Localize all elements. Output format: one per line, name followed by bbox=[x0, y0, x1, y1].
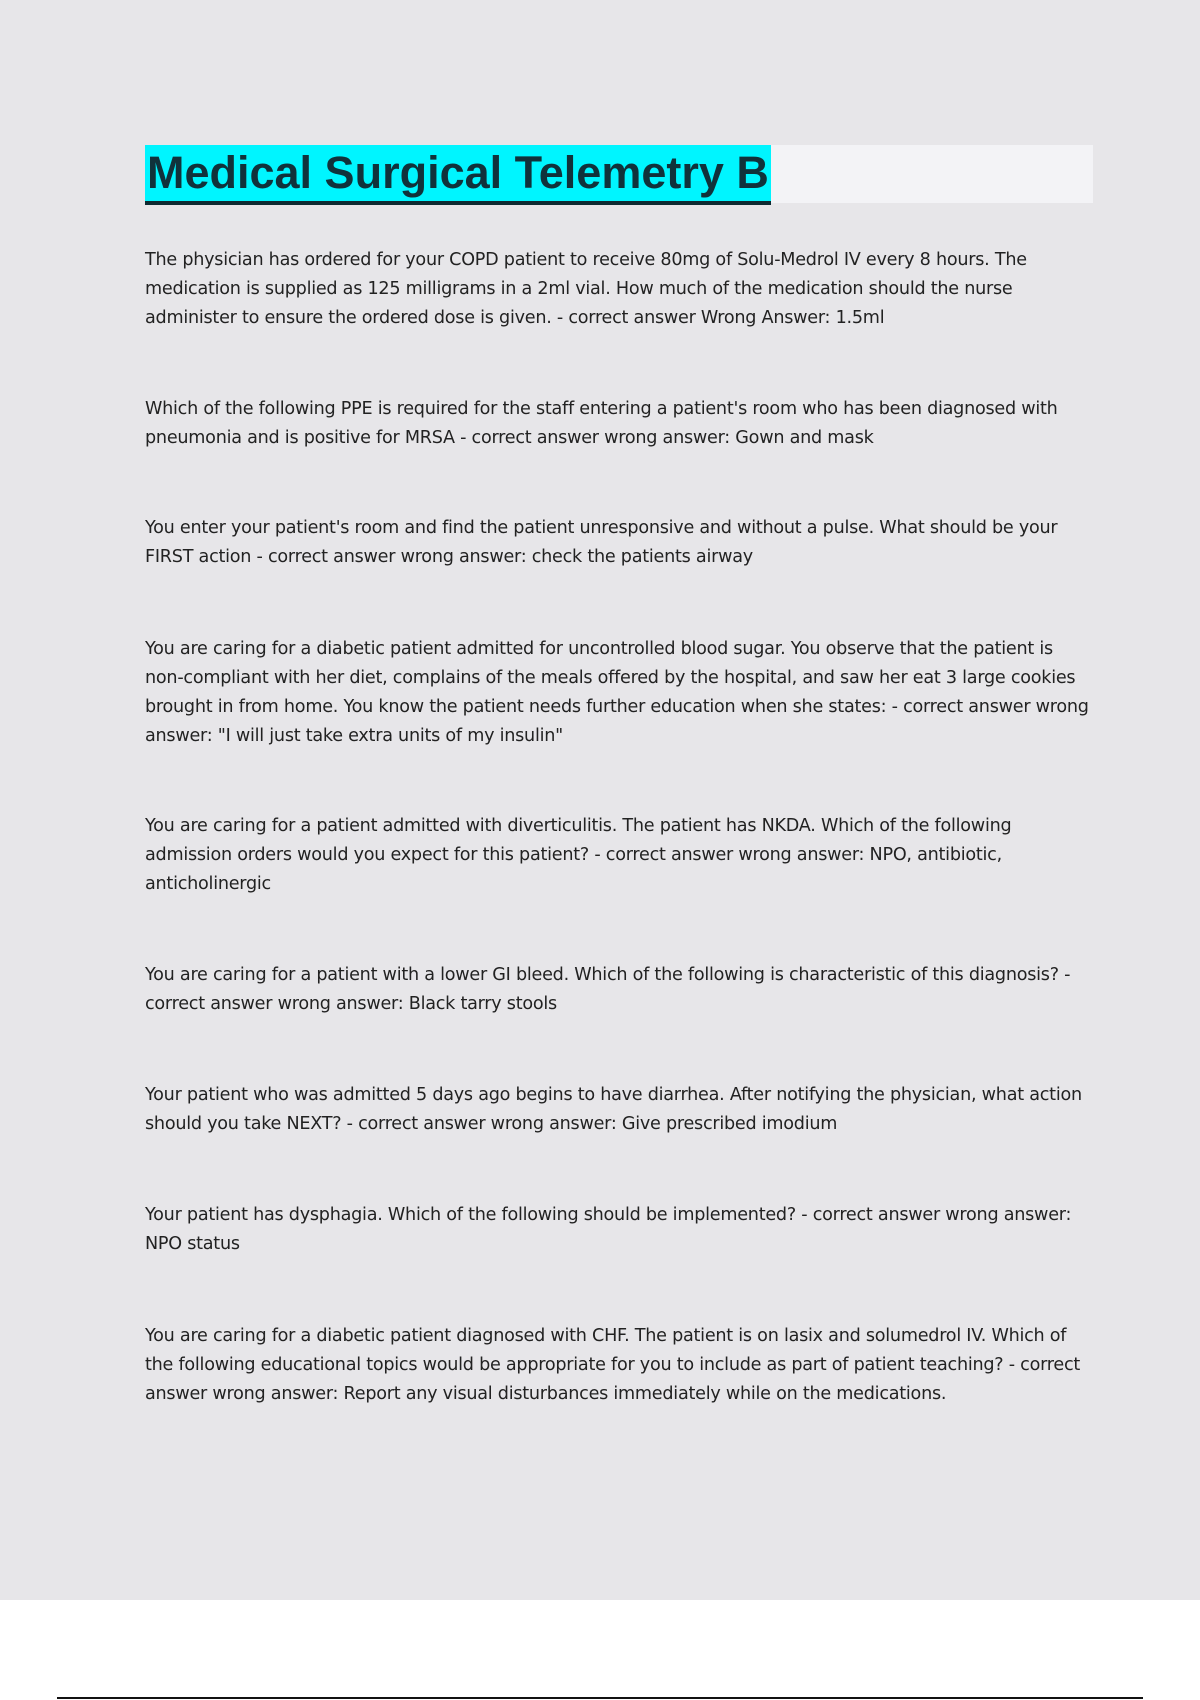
qa-item-7: Your patient who was admitted 5 days ago begins to have diarrhea. After notifying the physician, what action should you take NEXT? - correct answer wrong answer: Give prescribed imodium bbox=[145, 1085, 1082, 1134]
qa-item-4: You are caring for a diabetic patient admitted for uncontrolled blood sugar. You observe that the patient is non-compliant with her diet, complains of the meals offered by the hospital, and saw her eat 3 large cookies brought in from home. You know the patient needs further education when she states: - correct answer wrong answer: "I will just take extra units of my insulin" bbox=[145, 639, 1089, 746]
qa-item-3: You enter your patient's room and find the patient unresponsive and without a pulse. What should be your FIRST action - correct answer wrong answer: check the patients airway bbox=[145, 518, 1058, 567]
qa-item-1: The physician has ordered for your COPD patient to receive 80mg of Solu-Medrol IV every 8 hours. The medication is supplied as 125 milligrams in a 2ml vial. How much of the medication should the nurse administer to ensure the ordered dose is given. - correct answer Wrong Answer: 1.5ml bbox=[145, 250, 1027, 328]
qa-item-2: Which of the following PPE is required for the staff entering a patient's room who has been diagnosed with pneumonia and is positive for MRSA - correct answer wrong answer: Gown and mask bbox=[145, 399, 1058, 448]
qa-item-9: You are caring for a diabetic patient diagnosed with CHF. The patient is on lasix and solumedrol IV. Which of the following educational topics would be appropriate for you to include as part of patient teaching? - correct answer wrong answer: Report any visual disturbances immediately while on the medications. bbox=[145, 1326, 1081, 1404]
qa-item-5: You are caring for a patient admitted with diverticulitis. The patient has NKDA. Which of the following admission orders would you expect for this patient? - correct answer wrong answer: NPO, antibiotic, anticholinergic bbox=[145, 816, 1012, 894]
qa-item-8: Your patient has dysphagia. Which of the following should be implemented? - correct answer wrong answer: NPO status bbox=[145, 1205, 1072, 1254]
document-title: Medical Surgical Telemetry B bbox=[145, 145, 771, 205]
qa-item-6: You are caring for a patient with a lower GI bleed. Which of the following is characteristic of this diagnosis? - correct answer wrong answer: Black tarry stools bbox=[145, 965, 1071, 1014]
footer-divider bbox=[57, 1697, 1143, 1699]
